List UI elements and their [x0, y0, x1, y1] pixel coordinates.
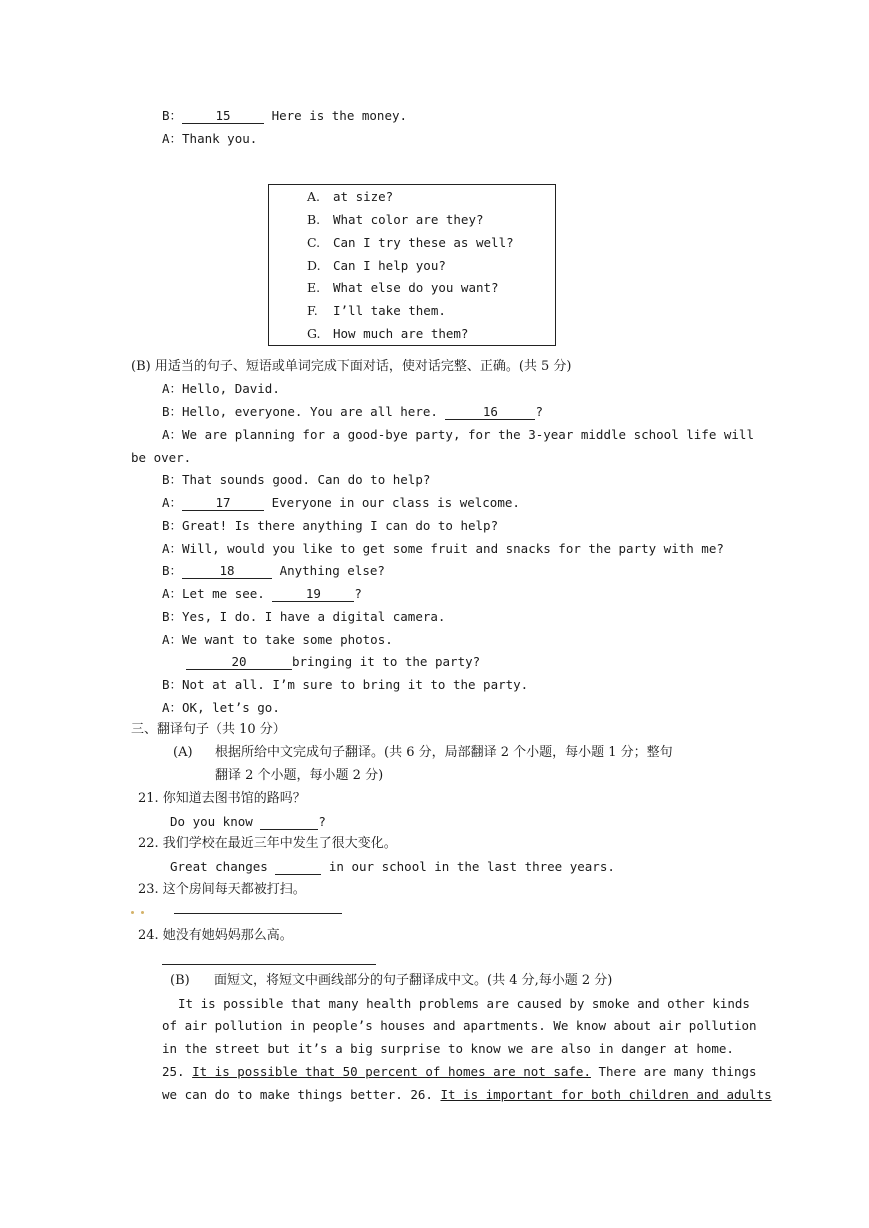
- blank-number: 19: [305, 586, 321, 601]
- answer-blank-16[interactable]: [445, 404, 535, 420]
- answer-blank-22[interactable]: [275, 859, 321, 875]
- answer-blank-18[interactable]: [182, 563, 272, 579]
- option-f: [307, 302, 446, 320]
- dialog-line-16: [162, 403, 543, 421]
- dialog-line-20: [186, 653, 480, 671]
- option-key: G.: [307, 326, 321, 341]
- dialog-line-18: [162, 562, 385, 580]
- dialog-line: A：OK, let’s go.: [162, 700, 280, 715]
- option-text: I’ll take them.: [333, 303, 446, 318]
- option-key: F.: [307, 303, 318, 318]
- option-b: [307, 211, 484, 229]
- option-a: [307, 188, 393, 206]
- prompt-text: in our school in the last three years.: [328, 859, 615, 874]
- sentence-number: 25.: [162, 1064, 185, 1079]
- part-b-label: (B): [170, 973, 190, 988]
- option-c: [307, 234, 514, 252]
- part-b-instruction: 面短文，将短文中画线部分的句子翻译成中文。(共 4 分,每小题 2 分): [214, 973, 613, 988]
- options-box: [268, 184, 556, 346]
- question-21: 21. 你知道去图书馆的路吗？: [138, 791, 306, 806]
- blank-number: 20: [231, 654, 247, 669]
- option-g: [307, 325, 468, 343]
- dialog-line: B：Great! Is there anything I can do to help?: [162, 518, 499, 533]
- option-text: How much are them?: [333, 326, 469, 341]
- speaker-label: B：: [162, 108, 183, 123]
- part-a-label: (A): [173, 745, 193, 760]
- part-a-instruction-cont: 翻译 2 个小题，每小题 2 分): [215, 768, 384, 783]
- option-key: C.: [307, 235, 321, 250]
- dialog-line: B：Not at all. I’m sure to bring it to the party.: [162, 677, 529, 692]
- mark-dot: [131, 911, 134, 914]
- underlined-sentence-25: It is possible that 50 percent of homes are not safe.: [192, 1064, 591, 1079]
- option-text: What color are they?: [333, 212, 484, 227]
- section-3-heading: 三、翻译句子（共 10 分）: [131, 722, 286, 737]
- option-text: Can I help you?: [333, 258, 446, 273]
- dialog-line: B：Yes, I do. I have a digital camera.: [162, 609, 446, 624]
- section-b-heading: (B) 用适当的句子、短语或单词完成下面对话，使对话完整、正确。(共 5 分): [131, 359, 572, 374]
- dialog-text: ?: [354, 586, 362, 601]
- passage-text: we can do to make things better. 26.: [162, 1087, 433, 1102]
- dialog-text: Anything else?: [279, 563, 385, 578]
- dialog-line-wrap: be over.: [131, 450, 192, 465]
- dialog-text: bringing it to the party?: [292, 654, 481, 669]
- option-key: A.: [307, 189, 321, 204]
- option-key: E.: [307, 280, 321, 295]
- dialog-line-b15: [162, 107, 407, 125]
- dialog-text: Here is the money.: [271, 108, 408, 123]
- prompt-text: Do you know: [170, 814, 253, 829]
- dialog-line-17: [162, 494, 520, 512]
- option-key: B.: [307, 212, 321, 227]
- answer-blank-15[interactable]: [182, 108, 264, 124]
- passage-line-25: [162, 1063, 757, 1081]
- question-22: 22. 我们学校在最近三年中发生了很大变化。: [138, 836, 397, 851]
- passage-line: in the street but it’s a big surprise to know we are also in danger at home.: [162, 1041, 734, 1056]
- passage-line: of air pollution in people’s houses and apartments. We know about air pollution: [162, 1018, 757, 1033]
- prompt-text: ?: [318, 814, 326, 829]
- dialog-text: Everyone in our class is welcome.: [271, 495, 520, 510]
- dialog-line-a-thanks: A：Thank you.: [162, 131, 258, 146]
- passage-text: There are many things: [598, 1064, 757, 1079]
- part-a-instruction: 根据所给中文完成句子翻译。(共 6 分，局部翻译 2 个小题，每小题 1 分；整句: [215, 745, 673, 760]
- answer-line-24[interactable]: [162, 964, 376, 965]
- dialog-line: A：We want to take some photos.: [162, 632, 393, 647]
- dialog-text: A：Let me see.: [162, 586, 265, 601]
- answer-line-23[interactable]: [174, 913, 342, 914]
- underlined-sentence-26: It is important for both children and adults: [440, 1087, 772, 1102]
- question-22-english: [170, 858, 615, 876]
- option-text: Can I try these as well?: [333, 235, 514, 250]
- dialog-line: B：That sounds good. Can do to help?: [162, 472, 431, 487]
- dialog-line: A：Hello, David.: [162, 381, 280, 396]
- blank-number: 16: [482, 404, 498, 419]
- answer-blank-19[interactable]: [272, 586, 354, 602]
- dialog-line-19: [162, 585, 362, 603]
- prompt-text: Great changes: [170, 859, 268, 874]
- speaker-label: A：: [162, 495, 183, 510]
- dialog-text: B：Hello, everyone. You are all here.: [162, 404, 438, 419]
- blank-number: 17: [215, 495, 231, 510]
- question-24: 24. 她没有她妈妈那么高。: [138, 928, 293, 943]
- dialog-line: A：Will, would you like to get some fruit and snacks for the party with me?: [162, 541, 724, 556]
- option-e: [307, 279, 499, 297]
- option-text: at size?: [333, 189, 394, 204]
- answer-blank-17[interactable]: [182, 495, 264, 511]
- blank-number: 18: [219, 563, 235, 578]
- answer-blank-20[interactable]: [186, 654, 292, 670]
- speaker-label: B：: [162, 563, 183, 578]
- question-21-english: [170, 813, 326, 831]
- mark-dot: [141, 911, 144, 914]
- blank-number: 15: [215, 108, 231, 123]
- answer-blank-21[interactable]: [260, 814, 318, 830]
- dialog-line: A：We are planning for a good-bye party, for the 3-year middle school life will: [162, 427, 754, 442]
- option-text: What else do you want?: [333, 280, 499, 295]
- option-d: [307, 257, 446, 275]
- option-key: D.: [307, 258, 321, 273]
- dialog-text: ?: [535, 404, 543, 419]
- passage-line-26: [162, 1086, 772, 1104]
- passage-line: It is possible that many health problems are caused by smoke and other kinds: [178, 996, 750, 1011]
- question-23: 23. 这个房间每天都被打扫。: [138, 882, 306, 897]
